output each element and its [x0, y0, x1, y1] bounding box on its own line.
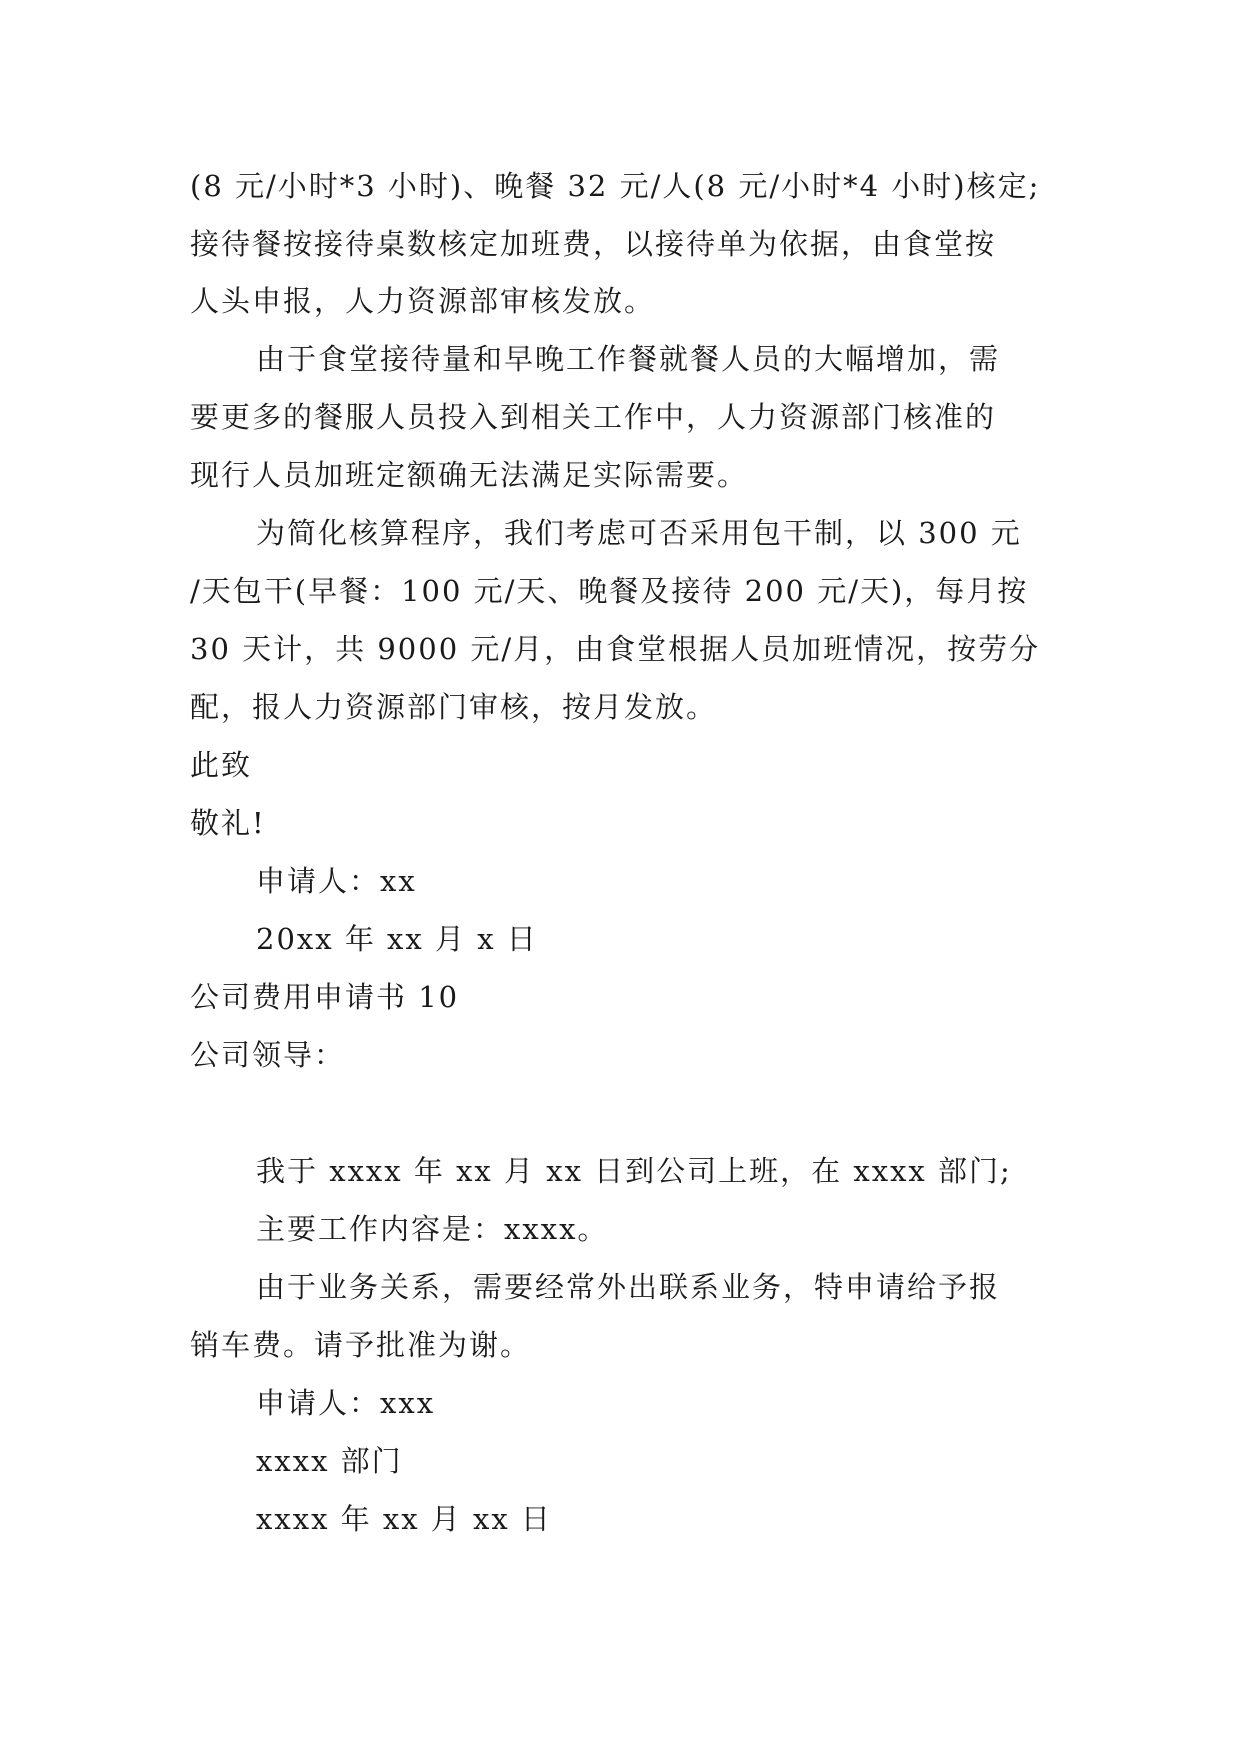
body-line-11: 我于 xxxx 年 xx 月 xx 日到公司上班，在 xxxx 部门; — [256, 1154, 1012, 1188]
body-line-2: 接待餐按接待桌数核定加班费，以接待单为依据，由食堂按 — [190, 227, 997, 261]
section-title: 公司费用申请书 10 — [190, 980, 460, 1014]
document-page — [190, 0, 1050, 1754]
applicant-department: xxxx 部门 — [256, 1444, 403, 1478]
closing-salutation: 此致 — [190, 748, 253, 782]
body-line-3: 人头申报，人力资源部审核发放。 — [190, 284, 656, 318]
applicant-date-2: xxxx 年 xx 月 xx 日 — [256, 1502, 552, 1536]
applicant-date: 20xx 年 xx 月 x 日 — [256, 922, 538, 956]
body-line-7: 为简化核算程序，我们考虑可否采用包干制，以 300 元 — [256, 516, 1022, 550]
body-line-9: 30 天计，共 9000 元/月，由食堂根据人员加班情况，按劳分 — [190, 632, 1041, 666]
body-line-10: 配，报人力资源部门审核，按月发放。 — [190, 690, 718, 724]
applicant-signature: 申请人：xx — [256, 864, 417, 898]
body-line-13: 由于业务关系，需要经常外出联系业务，特申请给予报 — [256, 1270, 1001, 1304]
body-line-5: 要更多的餐服人员投入到相关工作中，人力资源部门核准的 — [190, 400, 997, 434]
applicant-signature-2: 申请人：xxx — [256, 1386, 436, 1420]
closing-regards: 敬礼! — [190, 806, 266, 840]
body-line-4: 由于食堂接待量和早晚工作餐就餐人员的大幅增加，需 — [256, 342, 1001, 376]
body-line-1: (8 元/小时*3 小时)、晚餐 32 元/人(8 元/小时*4 小时)核定; — [190, 169, 1041, 203]
body-line-14: 销车费。请予批准为谢。 — [190, 1328, 532, 1362]
body-line-8: /天包干(早餐：100 元/天、晚餐及接待 200 元/天)，每月按 — [190, 574, 1029, 608]
body-line-12: 主要工作内容是：xxxx。 — [256, 1212, 609, 1246]
letter-addressee: 公司领导： — [190, 1038, 346, 1072]
body-line-6: 现行人员加班定额确无法满足实际需要。 — [190, 458, 749, 492]
